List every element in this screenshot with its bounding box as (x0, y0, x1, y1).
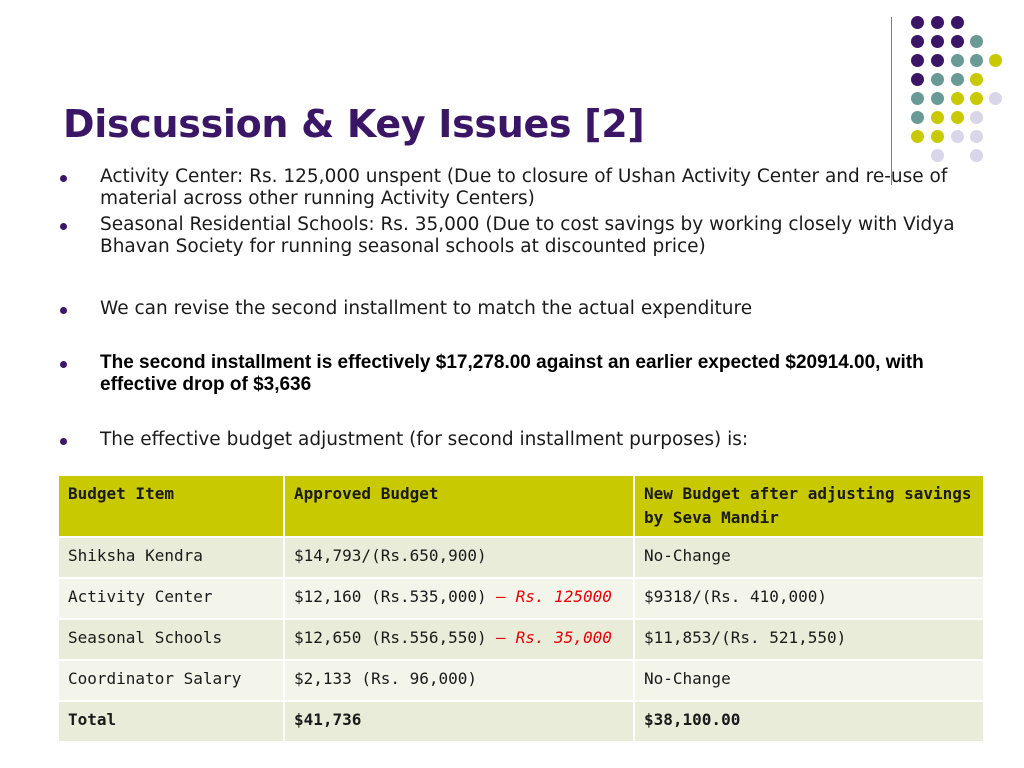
cell-approved (284, 660, 634, 701)
decor-dot (970, 73, 983, 86)
cell-new: No-Change (634, 537, 984, 578)
bullet-text: Activity Center: Rs. 125,000 unspent (Due to closure of Ushan Activity Center and re-use of material across other running Activity Centers) (100, 166, 948, 209)
decor-dot (911, 16, 924, 29)
bullet-marker (60, 438, 67, 445)
decor-dot (951, 35, 964, 48)
bullet-marker (60, 361, 67, 368)
table-total-row (58, 701, 984, 742)
total-new: $38,100.00 (634, 701, 984, 742)
approved-value: $12,650 (Rs.556,550) (294, 628, 487, 647)
approved-value: $12,160 (Rs.535,000) (294, 587, 487, 606)
decor-dot (911, 130, 924, 143)
bullet-text: Seasonal Residential Schools: Rs. 35,000 (Due to cost savings by working closely with Vidya Bhavan Society for running seasonal schools at discounted price) (100, 214, 955, 257)
approved-value: $14,793/(Rs.650,900) (294, 546, 487, 565)
decor-dot (911, 92, 924, 105)
bullet-text: The effective budget adjustment (for second installment purposes) is: (100, 429, 749, 450)
slide-title: Discussion & Key Issues [2] (63, 102, 645, 146)
decor-dot (931, 73, 944, 86)
decor-dot (970, 35, 983, 48)
decor-dot (911, 35, 924, 48)
decor-dot (931, 16, 944, 29)
cell-approved (284, 619, 634, 660)
table-row (58, 660, 984, 701)
decor-dot (989, 54, 1002, 67)
budget-table (57, 474, 985, 743)
decor-dot (911, 111, 924, 124)
decor-dot (951, 73, 964, 86)
cell-approved (284, 537, 634, 578)
header-approved-budget: Approved Budget (284, 475, 634, 537)
cell-item: Coordinator Salary (58, 660, 284, 701)
cell-item: Seasonal Schools (58, 619, 284, 660)
decor-dot (970, 54, 983, 67)
cell-item: Shiksha Kendra (58, 537, 284, 578)
decor-dot (911, 73, 924, 86)
header-budget-item: Budget Item (58, 475, 284, 537)
bullet-marker (60, 223, 67, 230)
bullet-marker (60, 307, 67, 314)
saving-amount: – Rs. 35,000 (496, 628, 612, 647)
table-header-row (58, 475, 984, 537)
decor-dot (931, 149, 944, 162)
cell-new: $9318/(Rs. 410,000) (634, 578, 984, 619)
decor-dot (951, 54, 964, 67)
table-row (58, 578, 984, 619)
decor-dot (989, 92, 1002, 105)
decor-dot (931, 92, 944, 105)
decor-dot (951, 130, 964, 143)
table-row (58, 619, 984, 660)
header-new-budget: New Budget after adjusting savings by Seva Mandir (634, 475, 984, 537)
bullet-text: We can revise the second installment to match the actual expenditure (100, 298, 753, 319)
decor-dot (931, 54, 944, 67)
decor-dot (931, 35, 944, 48)
decor-dot (970, 130, 983, 143)
bullet-marker (60, 175, 67, 182)
cell-item: Activity Center (58, 578, 284, 619)
decor-dot (970, 149, 983, 162)
decorative-divider (891, 17, 892, 185)
total-approved: $41,736 (284, 701, 634, 742)
bullet-text-emphasis: The second installment is effectively $17,278.00 against an earlier expected $20914.00, with effective drop of $3,636 (100, 352, 924, 395)
decor-dot (951, 16, 964, 29)
approved-value: $2,133 (Rs. 96,000) (294, 669, 478, 688)
cell-new: No-Change (634, 660, 984, 701)
decor-dot (931, 130, 944, 143)
decor-dot (911, 54, 924, 67)
total-label: Total (58, 701, 284, 742)
decor-dot (951, 111, 964, 124)
cell-approved (284, 578, 634, 619)
decor-dot (951, 92, 964, 105)
decor-dot (970, 111, 983, 124)
table-row (58, 537, 984, 578)
decor-dot (970, 92, 983, 105)
decor-dot (931, 111, 944, 124)
cell-new: $11,853/(Rs. 521,550) (634, 619, 984, 660)
saving-amount: – Rs. 125000 (496, 587, 612, 606)
